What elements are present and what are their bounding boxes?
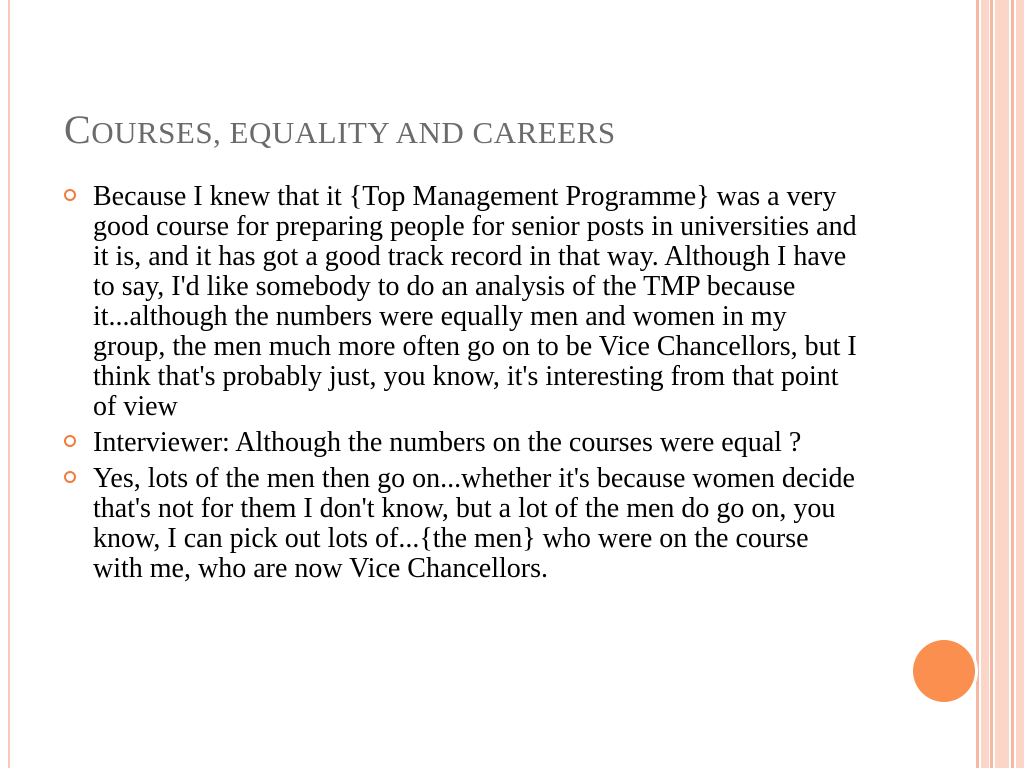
bullet-item — [64, 182, 864, 422]
title-initial: C — [64, 107, 92, 152]
right-stripe — [1016, 0, 1024, 768]
bullet-circle-icon — [64, 435, 76, 447]
bullet-circle-icon — [64, 189, 76, 201]
orange-circle-decoration — [913, 640, 975, 702]
left-border-line — [8, 0, 10, 768]
right-stripe — [976, 0, 979, 768]
right-stripe — [990, 0, 993, 768]
bullet-text: Because I knew that it {Top Management Programme} was a very good course for preparing people for senior posts in universities and it is, and it has got a good track record in that way. Although I have to say, I'd like somebody to do an analysis of the TMP because it...although the numbers were equally men and women in my group, the men much more often go on to be Vice Chancellors, but I think that's probably just, you know, it's interesting from that point of view — [93, 181, 857, 422]
bullet-text: Yes, lots of the men then go on...whether it's because women decide that's not for them I don't know, but a lot of the men do go on, you know, I can pick out lots of...{the men} who were on the course with me, who are now Vice Chancellors. — [93, 463, 855, 584]
right-stripe — [1011, 0, 1014, 768]
bullet-item — [64, 464, 864, 584]
right-stripe — [995, 0, 1009, 768]
bullet-circle-icon — [64, 471, 76, 483]
bullet-item — [64, 428, 864, 458]
bullet-text: Interviewer: Although the numbers on the courses were equal ? — [93, 427, 802, 458]
slide-title — [64, 106, 616, 153]
bullet-list — [64, 182, 864, 590]
title-rest: OURSES, EQUALITY AND CAREERS — [91, 115, 616, 150]
right-stripe — [981, 0, 989, 768]
